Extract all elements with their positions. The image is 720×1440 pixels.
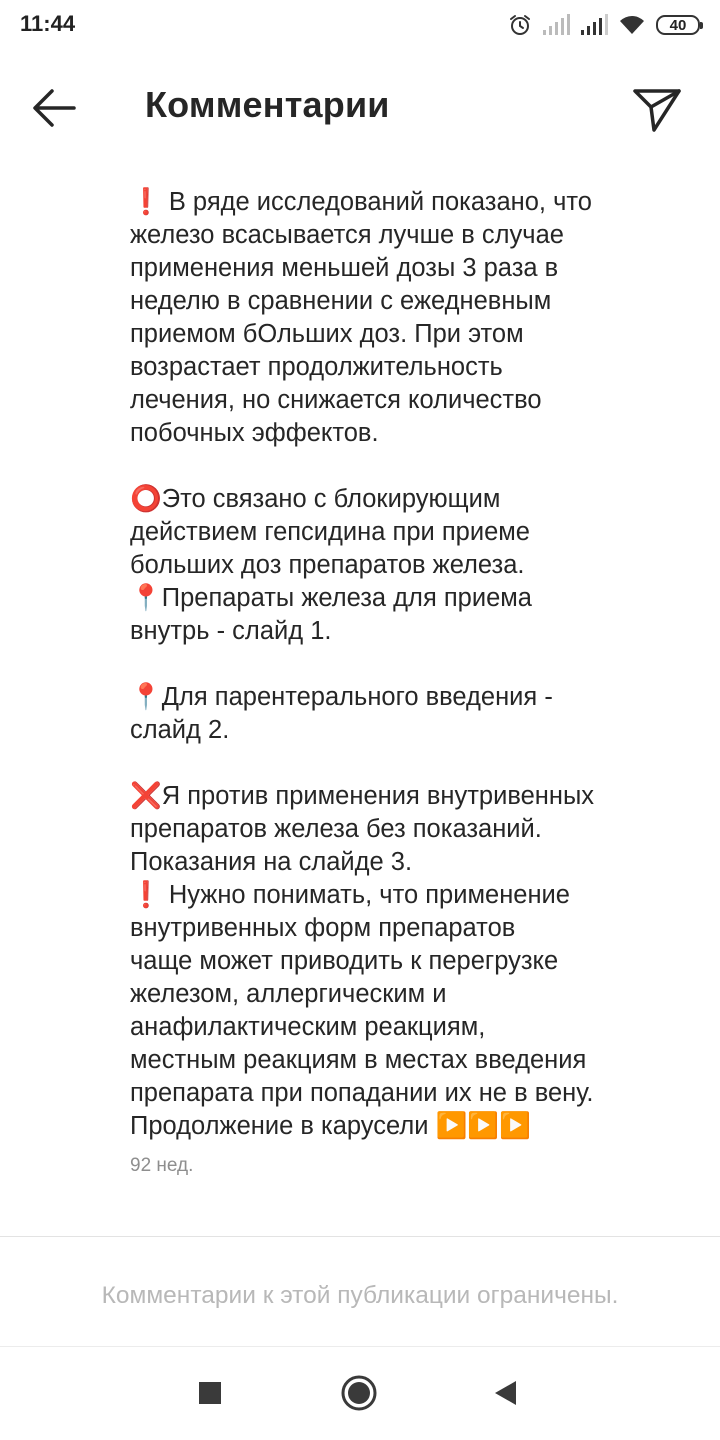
paper-plane-icon: [630, 82, 684, 136]
divider: [0, 1236, 720, 1237]
arrow-left-icon: [26, 82, 82, 134]
wifi-icon: [618, 14, 646, 36]
square-icon: [191, 1373, 231, 1413]
signal-icon: [580, 14, 608, 36]
battery-icon: [656, 15, 700, 35]
system-nav-bar: [0, 1347, 720, 1440]
system-back-button[interactable]: [486, 1373, 526, 1413]
comments-restricted-notice: Комментарии к этой публикации ограничены.: [101, 1282, 619, 1309]
share-button[interactable]: [630, 82, 684, 136]
status-time: 11:44: [20, 11, 76, 36]
comment-age: 92 нед.: [130, 1155, 194, 1176]
recent-apps-button[interactable]: [191, 1373, 231, 1413]
header: [0, 60, 720, 156]
comment-text: ❗ В ряде исследований показано, что железо всасывается лучше в случае применения меньшей дозы 3 раза в неделю в сравнении с ежедневным приемом бОльших доз. При этом возрастает продолжительность лечения, но снижается количество побочных эффектов. ⭕Это связано с блокирующим действием гепсидина при приеме больших доз препаратов железа. 📍Препараты железа для приема внутрь - слайд 1. 📍Для парентерального введения - слайд 2. ❌Я против применения внутривенных препаратов железа без показаний. Показания на слайде 3. ❗ Нужно понимать, что применение внутривенных форм препаратов чаще может приводить к перегрузке железом, аллергическим и анафилактическим реакциям, местным реакциям в местах введения препарата при попадании их не в вену. Продолжение в карусели ▶️▶️▶️: [130, 188, 595, 1140]
page-title: Комментарии: [145, 84, 390, 125]
status-icons: [508, 10, 700, 40]
battery-level: 40: [669, 16, 687, 34]
status-bar: [0, 0, 720, 50]
triangle-back-icon: [486, 1373, 526, 1413]
back-button[interactable]: [26, 82, 82, 134]
alarm-clock-icon: [508, 13, 532, 37]
comment: [130, 186, 690, 1177]
circle-icon: [339, 1373, 379, 1413]
home-button[interactable]: [339, 1373, 379, 1413]
signal-icon: [542, 14, 570, 36]
